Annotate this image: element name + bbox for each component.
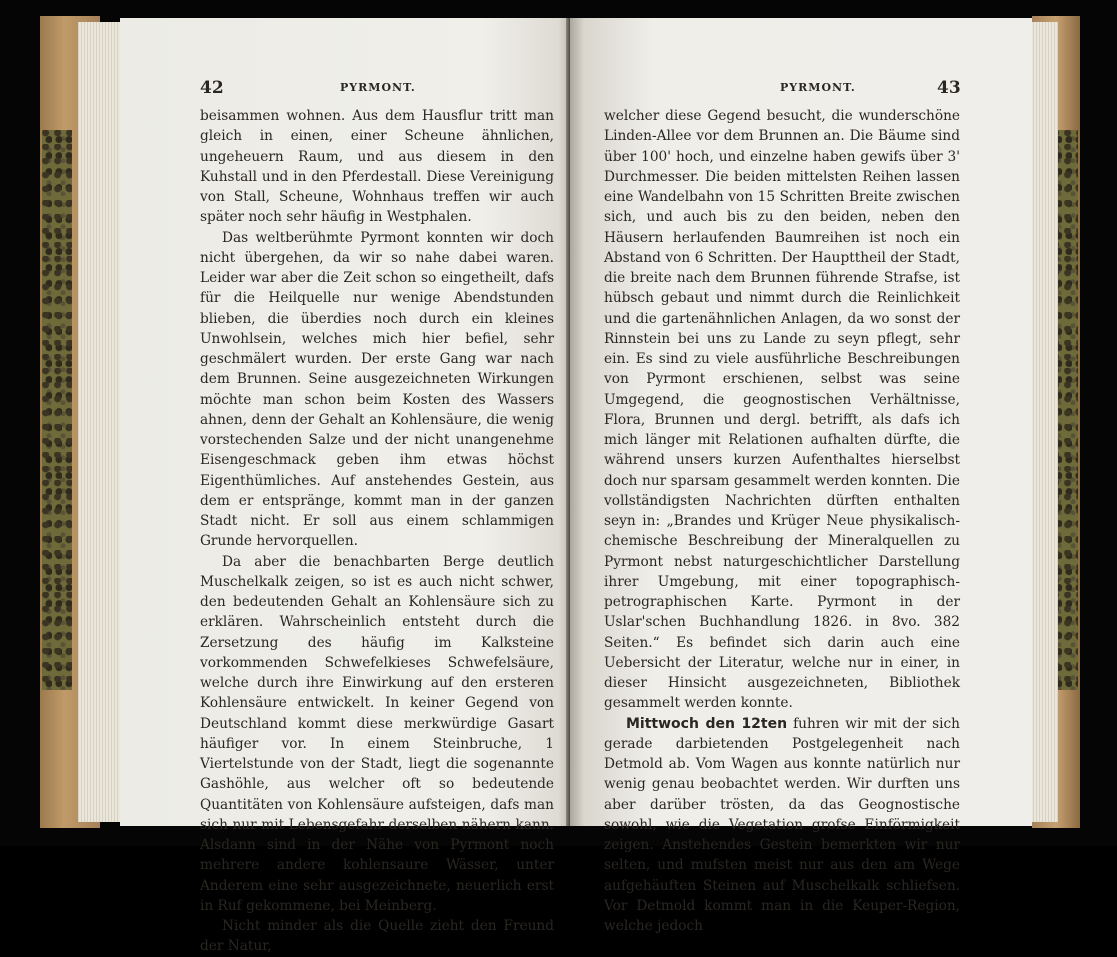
paragraph-text: fuhren wir mit der sich gerade darbietenden Postgelegenheit nach Detmold ab. Vom Wagen aus konnte natürlich nur wenig genau beobachtet werden. Wir durften uns aber darüber trösten, da das Geognostische sowohl, wie die Vegetation grofse Einförmigkeit zeigen. Anstehendes Gestein bemerkten wir nur selten, und mufsten meist nur aus den am Wege aufgehäuften Steinen auf Muschelkalk schliefsen. Vor Detmold kommt man in die Keuper-Region, welche jedoch xyxy=(604,715,960,934)
page-number: 43 xyxy=(937,78,961,98)
page-number: 42 xyxy=(200,78,224,98)
left-page xyxy=(120,18,572,955)
paragraph: welcher diese Gegend besucht, die wunderschöne Linden-Allee vor dem Brunnen an. Die Bäume sind über 100' hoch, und einzelne haben gewifs über 3' Durchmesser. Die beiden mittelsten Reihen lassen eine Wandelbahn von 15 Schritten Breite zwischen sich, und auch bis zu den beiden, neben den Häusern herlaufenden Baumreihen ist noch ein Abstand von 6 Schritten. Der Haupttheil der Stadt, die breite nach dem Brunnen führende Strafse, ist hübsch gebaut und nimmt durch die Reinlichkeit und die gartenähnlichen Anlagen, da wo sonst der Rinnstein bei uns zu Lande zu seyn pflegt, sehr ein. Es sind zu viele ausführliche Beschreibungen von Pyrmont erschienen, selbst was seine Umgegend, die geognostischen Verhältnisse, Flora, Brunnen und dergl. betrifft, als dafs ich mich länger mit Relationen aufhalten dürfte, die während unsers kurzen Aufenthaltes hierselbst doch nur sparsam gesammelt werden konnten. Die vollständigsten Nachrichten dürften enthalten seyn in: „Brandes und Krüger Neue physikalisch-chemische Beschreibung der Mineralquellen zu Pyrmont nebst naturgeschichtlicher Darstellung ihrer Umgebung, mit einer topographisch-petrographischen Karte. Pyrmont in der Uslar'schen Buchhandlung 1826. in 8vo. 382 Seiten.“ Es befindet sich darin auch eine Uebersicht der Literatur, welche nur in einer, in dieser Hinsicht ausgezeichneten, Bibliothek gesammelt werden konnte. xyxy=(604,108,960,712)
running-head: PYRMONT. xyxy=(340,81,416,94)
page-stack-left xyxy=(78,22,124,822)
right-page xyxy=(570,18,1032,934)
marbled-paper-left xyxy=(42,130,72,690)
page-stack-right xyxy=(1030,22,1058,822)
running-head: PYRMONT. xyxy=(780,81,856,94)
body-text xyxy=(604,106,960,936)
paragraph: Da aber die benachbarten Berge deutlich Muschelkalk zeigen, so ist es auch nicht schwer, den bedeutenden Gehalt an Kohlensäure sich zu erklären. Wahrscheinlich entsteht durch die Zersetzung des häufig im Kalksteine vorkommenden Schwefelkieses Schwefelsäure, welche durch ihre Einwirkung auf den ersteren Kohlensäure entwickelt. In keiner Gegend von Deutschland kommt diese merkwürdige Gasart häufiger vor. In einem Steinbruche, 1 Viertelstunde von der Stadt, liegt die sogenannte Gashöhle, aus welcher oft so bedeutende Quantitäten von Kohlensäure aufsteigen, dafs man sich nur mit Lebensgefahr derselben nähern kann. Alsdann sind in der Nähe von Pyrmont noch mehrere andere kohlensaure Wässer, unter Anderem eine sehr ausgezeichnete, neuerlich erst in Ruf gekommene, bei Meinberg. xyxy=(200,553,554,914)
paragraph: Das weltberühmte Pyrmont konnten wir doch nicht übergehen, da wir so nahe dabei waren. Leider war aber die Zeit schon so eingetheilt, dafs für die Heilquelle nur wenige Abendstunden blieben, die überdies noch durch ein kleines Unwohlsein, welches mich hier befiel, sehr geschmälert wurden. Der erste Gang war nach dem Brunnen. Seine ausgezeichneten Wirkungen möchte man schon beim Kosten des Wassers ahnen, denn der Gehalt an Kohlensäure, die wenig vorstechenden Salze und der nicht unangenehme Eisengeschmack geben ihm etwas höchst Eigenthümliches. Auf anstehendes Gestein, aus dem er entspränge, kommt man in der ganzen Stadt nicht. Er soll aus einem schlammigen Grunde hervorquellen. xyxy=(200,229,554,550)
date-lead: Mittwoch den 12ten xyxy=(626,715,788,732)
paragraph: beisammen wohnen. Aus dem Hausflur tritt man gleich in einen, einer Scheune ähnlichen, ungeheuern Raum, und aus diesem in den Kuhstall und in den Pferdestall. Diese Vereinigung von Stall, Scheune, Wohnhaus treffen wir auch später noch sehr häufig in Westphalen. xyxy=(200,108,554,226)
paragraph xyxy=(604,714,960,937)
body-text xyxy=(200,106,554,957)
paragraph: Nicht minder als die Quelle zieht den Freund der Natur, xyxy=(200,918,554,955)
